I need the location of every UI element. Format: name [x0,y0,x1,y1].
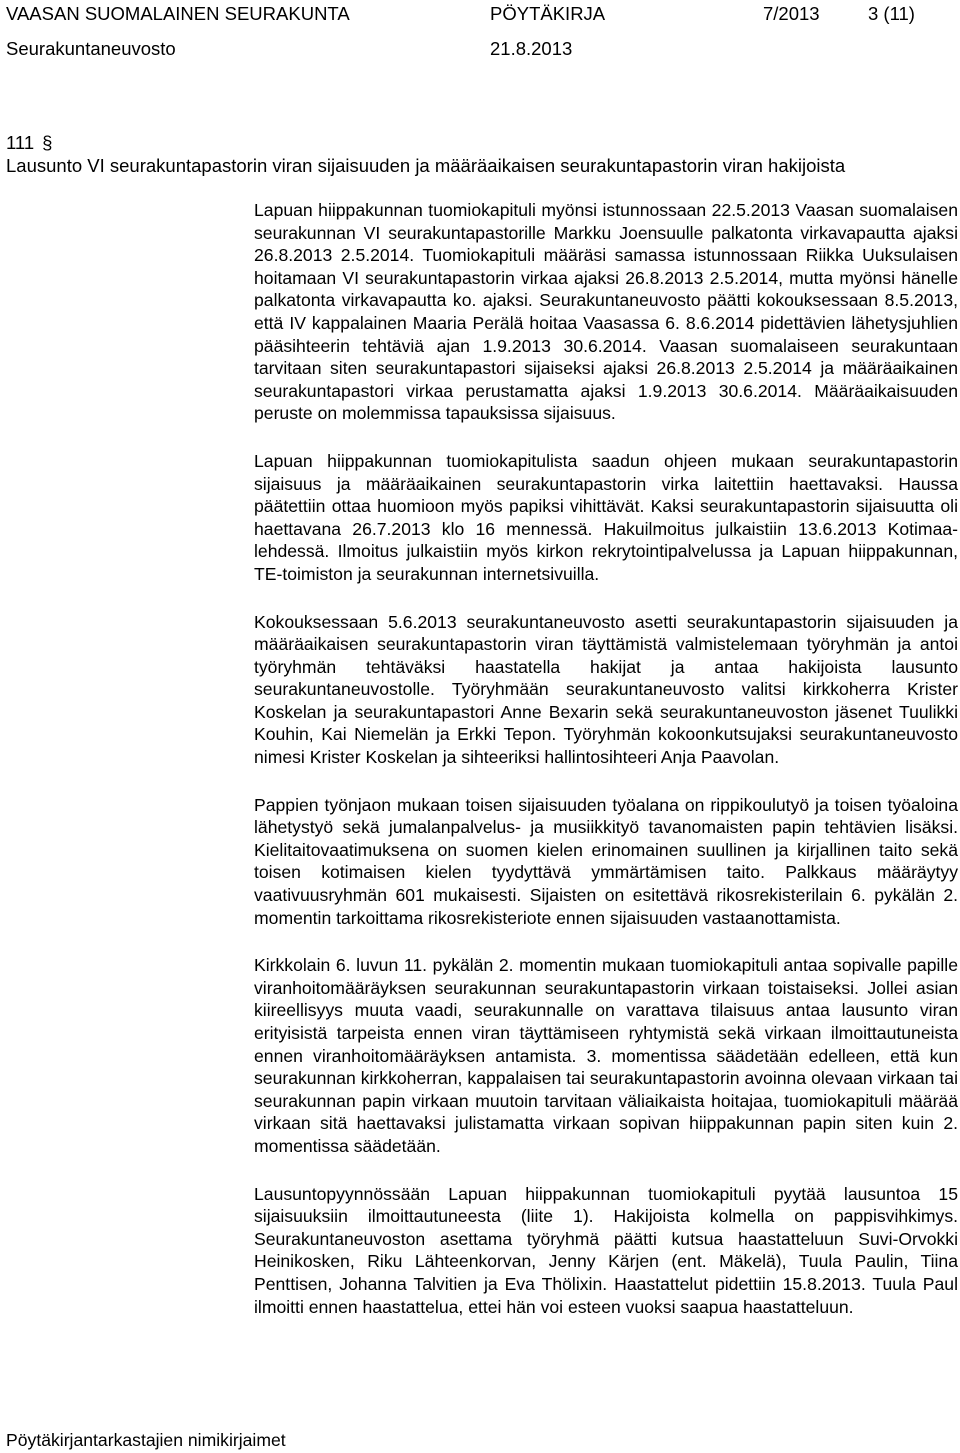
section-title: Lausunto VI seurakuntapastorin viran sijaisuuden ja määräaikaisen seurakuntapastorin viran hakijoista [6,155,846,176]
document-number: 7/2013 [763,3,820,24]
paragraph: Lausuntopyynnössään Lapuan hiippakunnan tuomiokapituli pyytää lausuntoa 15 sijaisuuksiin ilmoittautuneesta (liite 1). Hakijoista kolmella on pappisvihkimys. Seurakuntaneuvoston asettama työryhmä päätti kutsua haastatteluun Suvi-Orvokki Heinikosken, Riku Lähteenkorvan, Jenny Kärjen (ent. Mäkelä), Tuula Paulin, Tiina Penttisen, Johanna Talvitien ja Eva Thölixin. Haastattelut pidettiin 15.8.2013. Tuula Paul ilmoitti ennen haastattelua, ettei hän voi esteen vuoksi saapua haastatteluun. [254,1183,958,1317]
section-body [254,199,958,1343]
section-number-value: 111 [6,132,35,153]
paragraph: Pappien työnjaon mukaan toisen sijaisuuden työalana on rippikoulutyö ja toisen työaloina lähetystyö sekä jumalanpalvelus- ja musiikkityö tavanomaisten papin tehtävien lisäksi. Kielitaitovaatimuksena on suomen kielen erinomainen suullinen ja kirjallinen taito sekä toisen kotimaisen kielen tyydyttävä ymmärtämisen taito. Palkkaus määräytyy vaativuusryhmän 601 mukaisesti. Sijaisten on esitettävä rikosrekisterilain 6. pykälän 2. momentin tarkoittama rikosrekisteriote ennen sijaisuuden vastaanottamista. [254,794,958,928]
footer-initials-label: Pöytäkirjantarkastajien nimikirjaimet [6,1430,286,1450]
document-type: PÖYTÄKIRJA [490,3,606,24]
organization-name: VAASAN SUOMALAINEN SEURAKUNTA [6,3,350,24]
meeting-body: Seurakuntaneuvosto [6,38,176,59]
paragraph: Lapuan hiippakunnan tuomiokapituli myönsi istunnossaan 22.5.2013 Vaasan suomalaisen seurakunnan VI seurakuntapastorille Markku Joensuulle palkatonta virkavapautta ajaksi 26.8.2013 2.5.2014. Tuomiokapituli määräsi samassa istunnossaan Riikka Uuksulaisen hoitamaan VI seurakuntapastorin virkaa ajaksi 26.8.2013 2.5.2014, mutta myönsi hänelle palkatonta virkavapautta ko. ajaksi. Seurakuntaneuvosto päätti kokouksessaan 8.5.2013, että IV kappalainen Maaria Perälä hoitaa Vaasassa 6. 8.6.2014 pidettävien lähetysjuhlien pääsihteerin tehtäviä ajan 1.9.2013 30.6.2014. Vaasan suomalaiseen seurakuntaan tarvitaan siten seurakuntapastori sijaiseksi ajaksi 26.8.2013 2.5.2014 ja määräaikainen seurakuntapastori virkaa perustamatta ajaksi 1.9.2013 30.6.2014. Määräaikaisuuden peruste on molemmissa tapauksissa sijaisuus. [254,200,958,424]
meeting-date: 21.8.2013 [490,38,573,59]
paragraph: Kirkkolain 6. luvun 11. pykälän 2. momentin mukaan tuomiokapituli antaa sopivalle papille viranhoitomääräyksen seurakunnan seurakuntapastorin virkaan toistaiseksi. Jollei asian kiireellisyys muuta vaadi, seurakunnalle on varattava tilaisuus antaa lausunto viran erityisistä tarpeista ennen viran täyttämiseen ryhtymistä sekä virkaan ilmoittautuneista ennen viranhoitomääräyksen antamista. 3. momentissa säädetään edelleen, että kun seurakunnan kirkkoherran, kappalaisen tai seurakuntapastorin avoinna olevaan virkaan tai seurakunnan papin virkaan muutoin tarvitaan väliaikaista hoitajaa, tuomiokapituli määrää virkaan sitä haettavaksi julistamatta virkaan sopivan hiippakunnan papin siten kuin 2. momentissa säädetään. [254,955,958,1156]
section-number [6,132,52,154]
section-symbol: § [42,132,53,153]
page-number: 3 (11) [868,3,915,24]
paragraph: Lapuan hiippakunnan tuomiokapitulista saadun ohjeen mukaan seurakuntapastorin sijaisuus ja määräaikainen seurakuntapastorin virka laitettiin haettavaksi. Haussa päätettiin ottaa huomioon myös papiksi vihittävät. Kaksi seurakuntapastorin sijaisuutta oli haettavana 26.7.2013 klo 16 mennessä. Hakuilmoitus julkaistiin 13.6.2013 Kotimaa-lehdessä. Ilmoitus julkaistiin myös kirkon rekrytointipalvelussa ja Lapuan hiippakunnan, TE-toimiston ja seurakunnan internetsivuilla. [254,450,958,584]
paragraph: Kokouksessaan 5.6.2013 seurakuntaneuvosto asetti seurakuntapastorin sijaisuuden ja määräaikaisen seurakuntapastorin viran täyttämistä valmistelemaan työryhmän ja antoi työryhmän tehtäväksi haastatella hakijat ja antaa hakijoista lausunto seurakuntaneuvostolle. Työryhmään seurakuntaneuvosto valitsi kirkkoherra Krister Koskelan ja seurakuntapastori Anne Bexarin sekä seurakuntaneuvoston jäsenet Tuulikki Kouhin, Kai Niemelän ja Erkki Tepon. Työryhmän kokoonkutsujaksi seurakuntaneuvosto nimesi Krister Koskelan ja sihteeriksi hallintosihteeri Anja Paavolan. [254,611,958,768]
